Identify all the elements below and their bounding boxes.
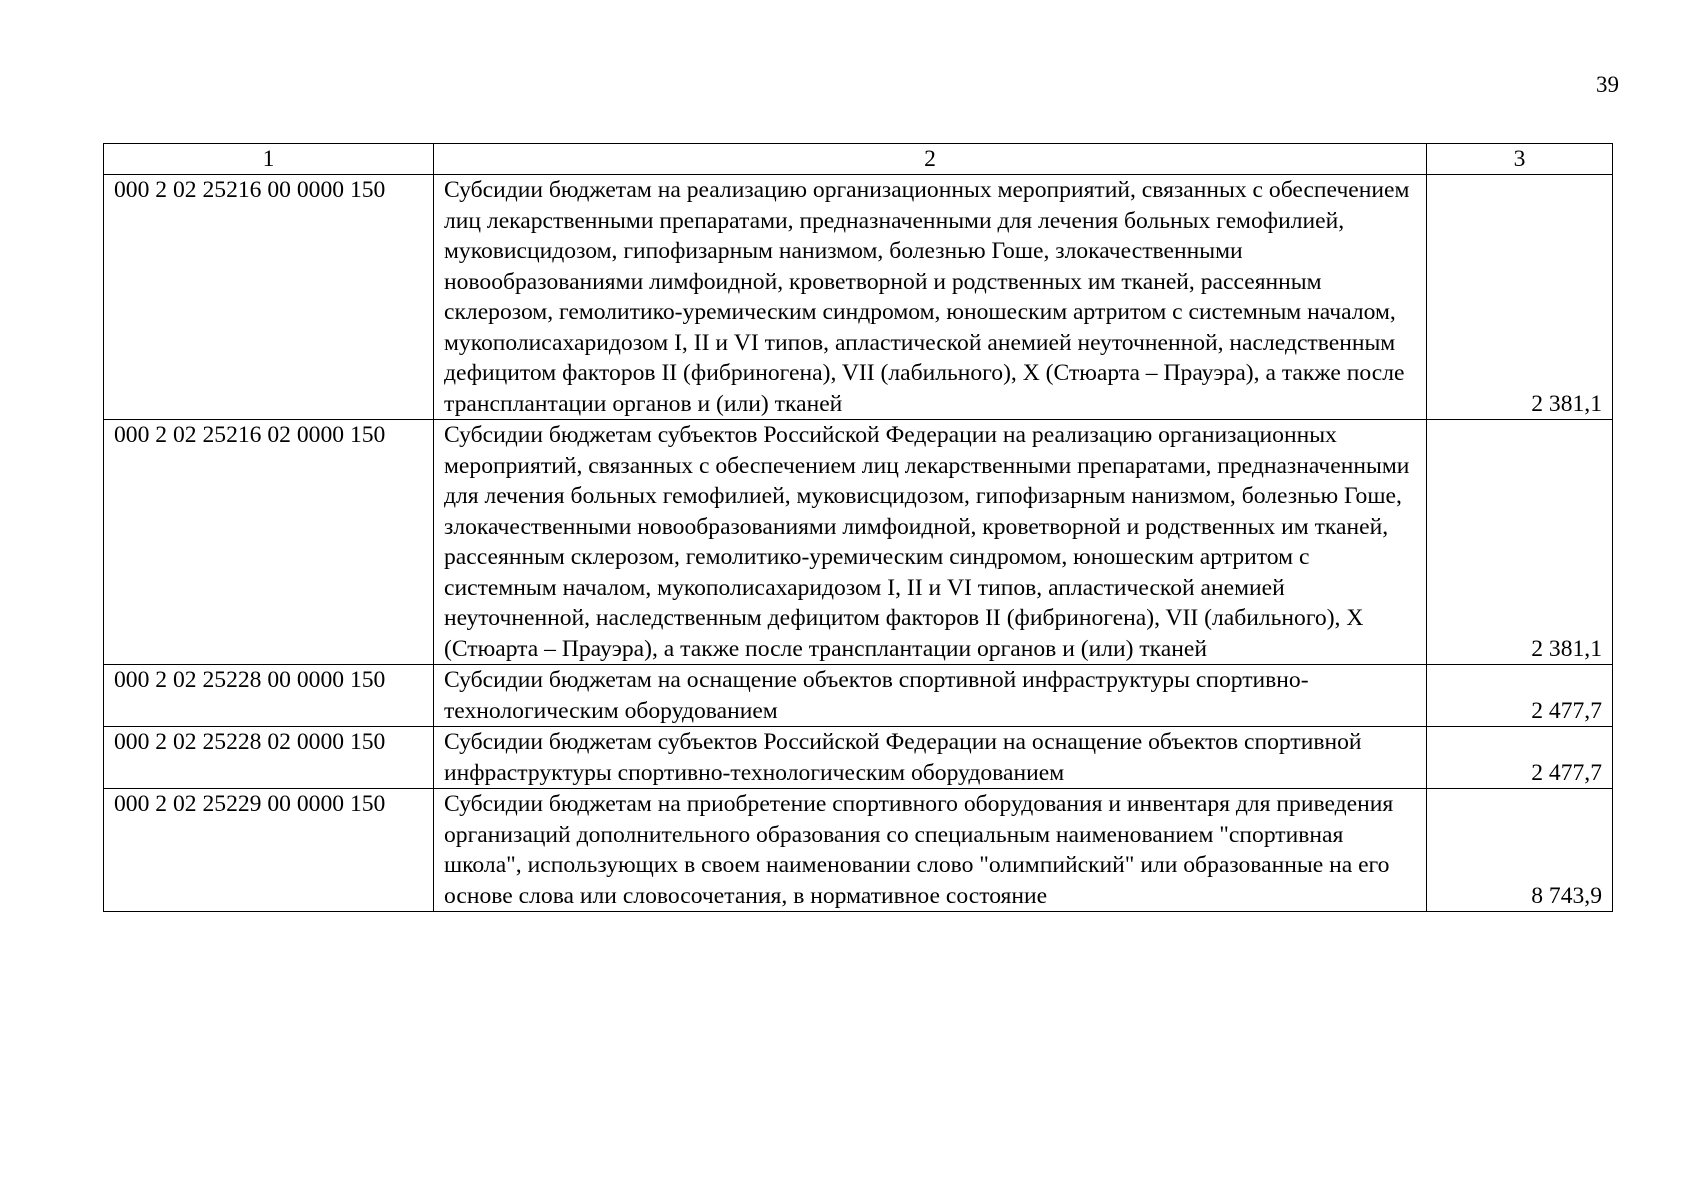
table-row [104,420,1613,665]
amount: 2 477,7 [1427,727,1613,789]
table-row [104,789,1613,912]
amount: 2 381,1 [1427,175,1613,420]
amount: 2 381,1 [1427,420,1613,665]
column-number-3: 3 [1427,144,1613,175]
column-number-1: 1 [104,144,434,175]
column-number-2: 2 [434,144,1427,175]
amount: 2 477,7 [1427,665,1613,727]
table-row [104,727,1613,789]
revenue-name: Субсидии бюджетам субъектов Российской Федерации на оснащение объектов спортивной инфраструктуры спортивно-технологическим оборудованием [434,727,1427,789]
revenue-name: Субсидии бюджетам субъектов Российской Федерации на реализацию организационных мероприятий, связанных с обеспечением лиц лекарственными препаратами, предназначенными для лечения больных гемофилией, муковисцидозом, гипофизарным нанизмом, болезнью Гоше, злокачественными новообразованиями лимфоидной, кроветворной и родственных им тканей, рассеянным склерозом, гемолитико-уремическим синдромом, юношеским артритом с системным началом, мукополисахаридозом I, II и VI типов, апластической анемией неуточненной, наследственным дефицитом факторов II (фибриногена), VII (лабильного), X (Стюарта – Прауэра), а также после трансплантации органов и (или) тканей [434,420,1427,665]
table-row [104,175,1613,420]
revenue-name: Субсидии бюджетам на реализацию организационных мероприятий, связанных с обеспечением лиц лекарственными препаратами, предназначенными для лечения больных гемофилией, муковисцидозом, гипофизарным нанизмом, болезнью Гоше, злокачественными новообразованиями лимфоидной, кроветворной и родственных им тканей, рассеянным склерозом, гемолитико-уремическим синдромом, юношеским артритом с системным началом, мукополисахаридозом I, II и VI типов, апластической анемией неуточненной, наследственным дефицитом факторов II (фибриногена), VII (лабильного), X (Стюарта – Прауэра), а также после трансплантации органов и (или) тканей [434,175,1427,420]
budget-code: 000 2 02 25228 00 0000 150 [104,665,434,727]
budget-code: 000 2 02 25228 02 0000 150 [104,727,434,789]
amount: 8 743,9 [1427,789,1613,912]
revenue-name: Субсидии бюджетам на приобретение спортивного оборудования и инвентаря для приведения организаций дополнительного образования со специальным наименованием "спортивная школа", использующих в своем наименовании слово "олимпийский" или образованные на его основе слова или словосочетания, в нормативное состояние [434,789,1427,912]
table-header-row [104,144,1613,175]
budget-code: 000 2 02 25229 00 0000 150 [104,789,434,912]
table-row [104,665,1613,727]
page-number: 39 [1596,72,1619,97]
budget-table [103,143,1613,912]
revenue-name: Субсидии бюджетам на оснащение объектов спортивной инфраструктуры спортивно-технологическим оборудованием [434,665,1427,727]
budget-code: 000 2 02 25216 02 0000 150 [104,420,434,665]
budget-code: 000 2 02 25216 00 0000 150 [104,175,434,420]
